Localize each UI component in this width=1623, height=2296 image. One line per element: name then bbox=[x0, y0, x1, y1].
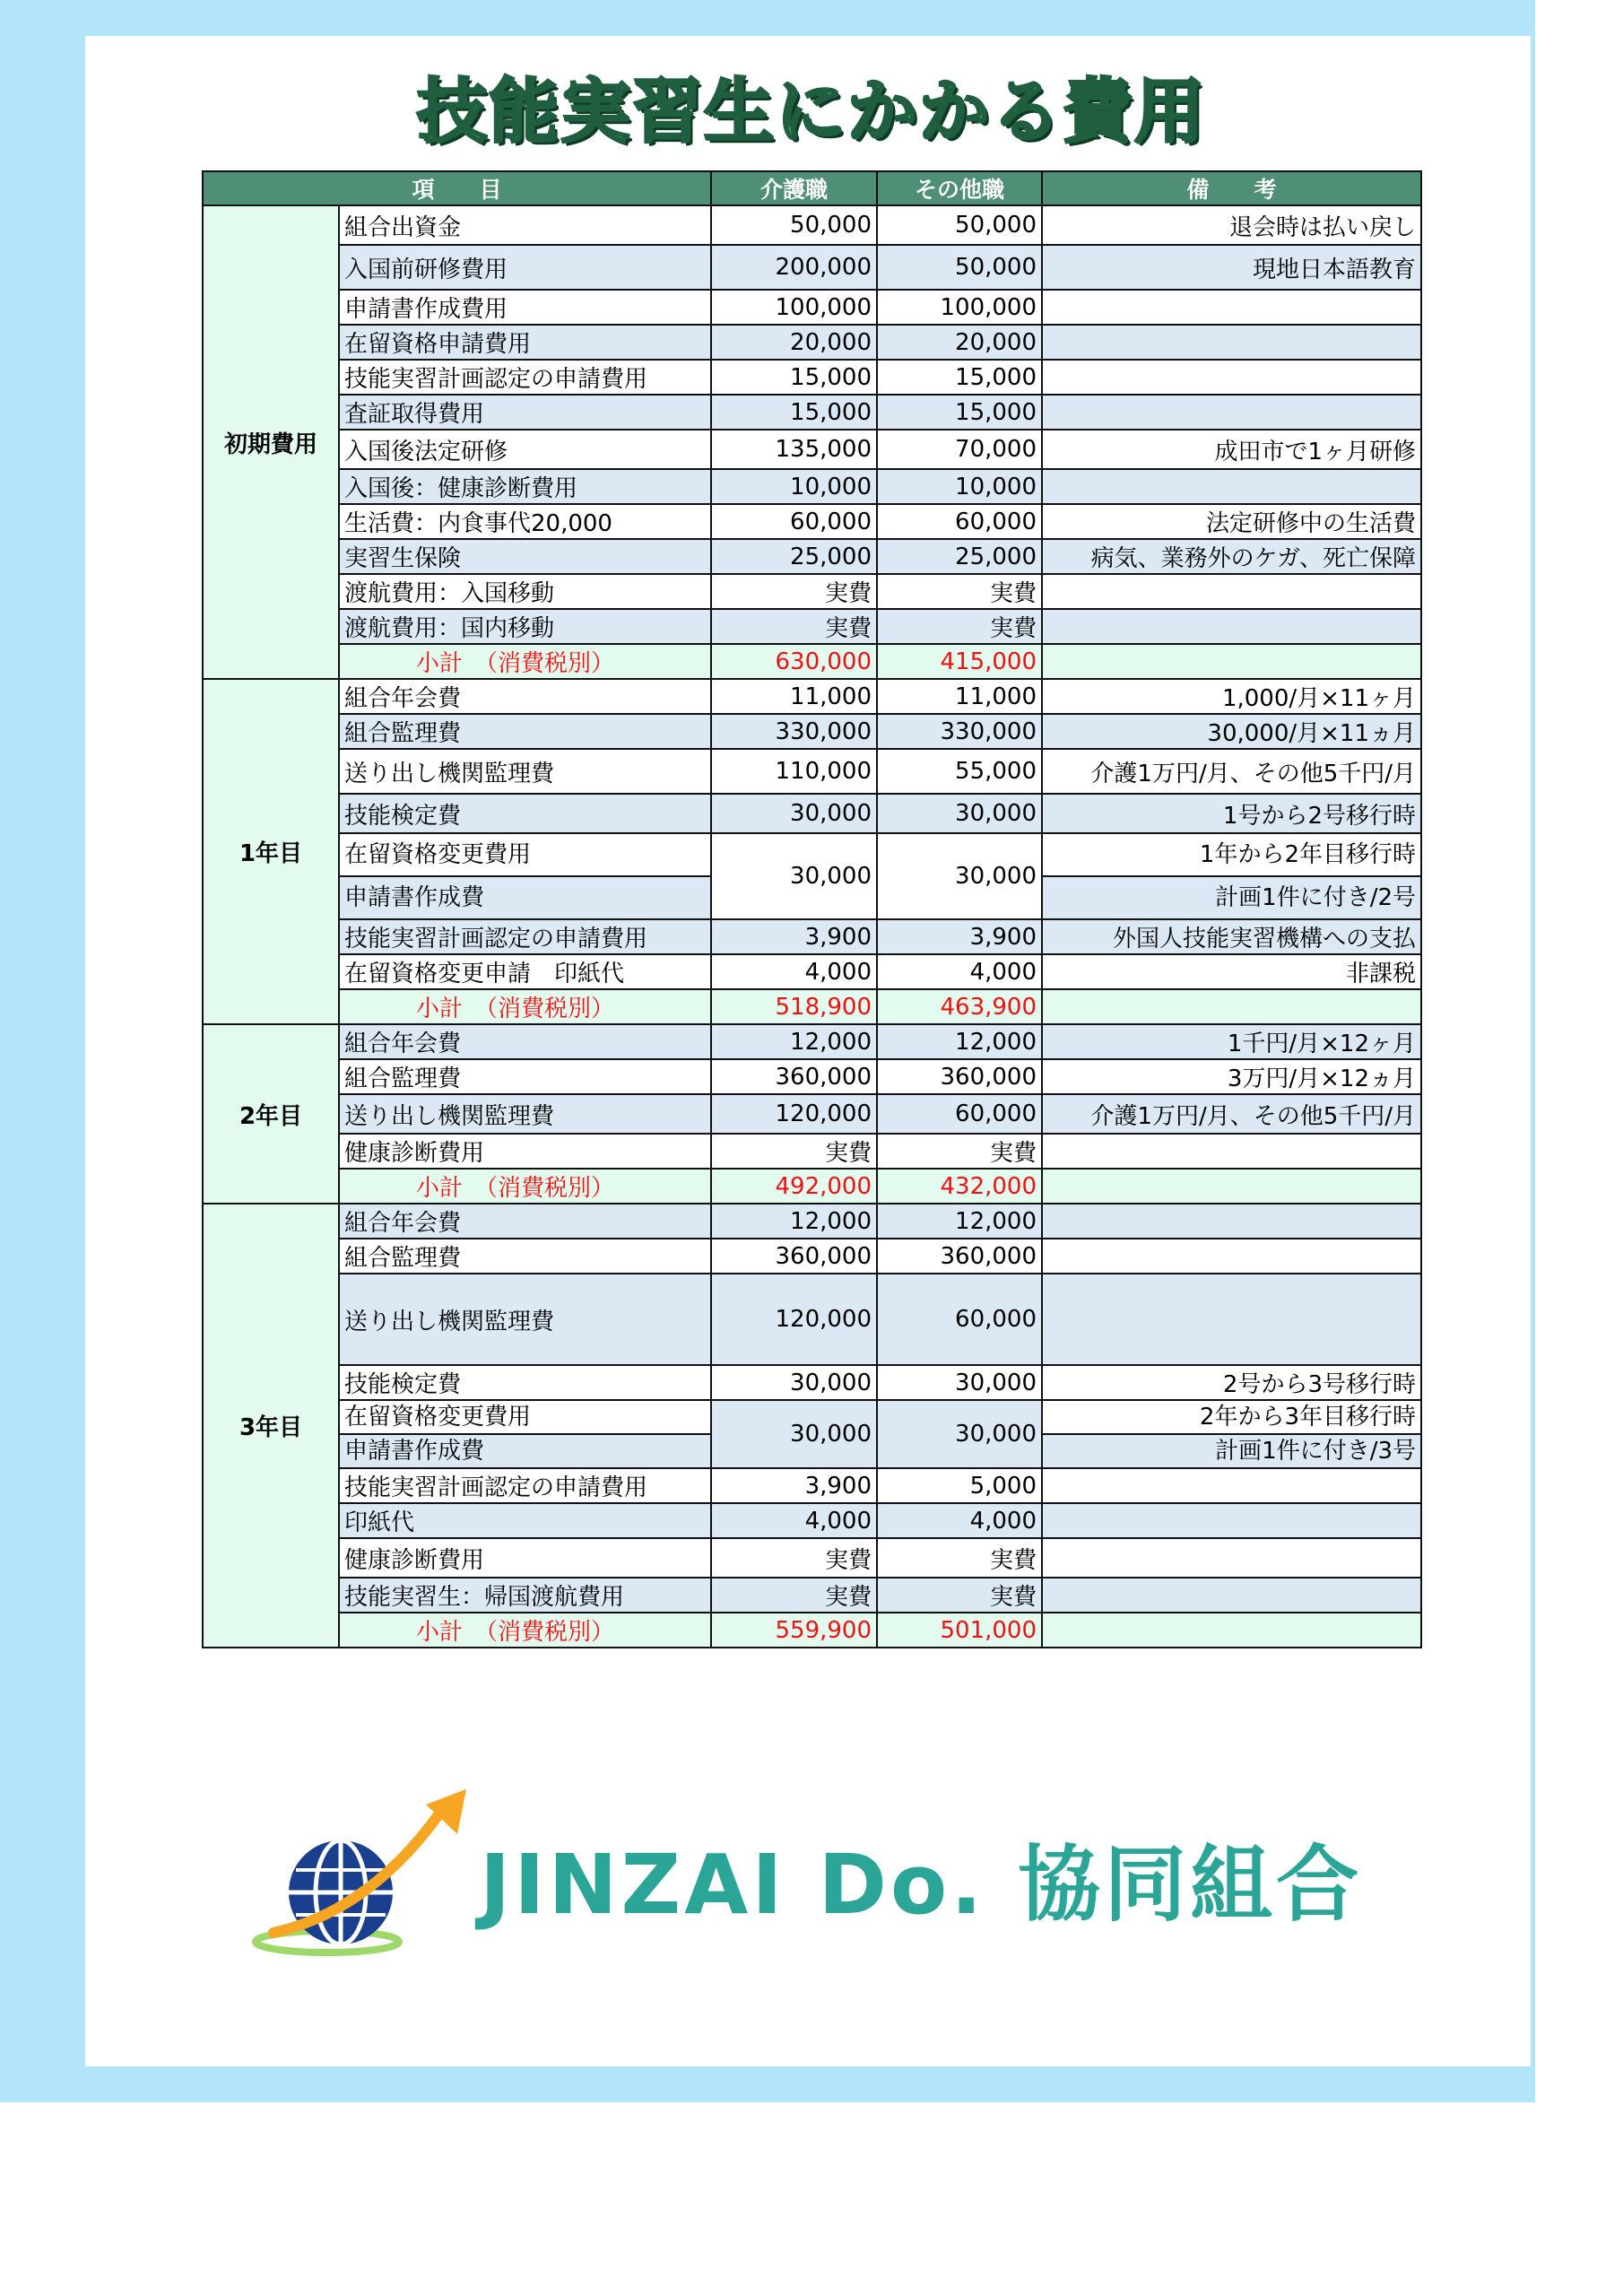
table-row bbox=[203, 1400, 1421, 1468]
table-row bbox=[203, 954, 1421, 989]
table-row bbox=[203, 325, 1421, 360]
item-cell: 申請書作成費用 bbox=[339, 290, 711, 325]
other-value: 実費 bbox=[877, 574, 1042, 609]
caregiver-value: 30,000 bbox=[711, 833, 877, 919]
other-value: 実費 bbox=[877, 1578, 1042, 1613]
table-row bbox=[203, 1365, 1421, 1400]
item-cell: 組合監理費 bbox=[339, 1239, 711, 1274]
globe-arrow-icon bbox=[238, 1785, 489, 1964]
note-cell bbox=[1042, 1204, 1421, 1239]
note-cell bbox=[1042, 574, 1421, 609]
subtotal-note bbox=[1042, 989, 1421, 1024]
note-label-2: 計画1件に付き/3号 bbox=[1043, 1435, 1420, 1467]
item-cell: 入国後：健康診断費用 bbox=[339, 469, 711, 504]
table-row bbox=[203, 794, 1421, 833]
item-cell: 査証取得費用 bbox=[339, 395, 711, 430]
item-cell: 渡航費用：国内移動 bbox=[339, 609, 711, 644]
note-cell: 外国人技能実習機構への支払 bbox=[1042, 919, 1421, 954]
table-header-row bbox=[203, 171, 1421, 205]
subtotal-row bbox=[203, 1613, 1421, 1648]
cost-table bbox=[202, 170, 1422, 1648]
item-cell: 入国前研修費用 bbox=[339, 245, 711, 290]
caregiver-value: 12,000 bbox=[711, 1204, 877, 1239]
logo-text: JINZAI Do. 協同組合 bbox=[480, 1837, 1363, 1933]
table-row bbox=[203, 1538, 1421, 1578]
table-row bbox=[203, 360, 1421, 395]
table-row bbox=[203, 430, 1421, 469]
note-cell: 法定研修中の生活費 bbox=[1042, 504, 1421, 539]
table-row bbox=[203, 1204, 1421, 1239]
table-row bbox=[203, 679, 1421, 714]
other-value: 360,000 bbox=[877, 1059, 1042, 1094]
note-cell bbox=[1042, 1134, 1421, 1169]
item-label-2: 申請書作成費 bbox=[340, 877, 710, 918]
note-cell bbox=[1042, 1503, 1421, 1538]
caregiver-value: 4,000 bbox=[711, 954, 877, 989]
caregiver-value: 100,000 bbox=[711, 290, 877, 325]
table-row bbox=[203, 574, 1421, 609]
caregiver-value: 50,000 bbox=[711, 205, 877, 245]
other-value: 60,000 bbox=[877, 504, 1042, 539]
subtotal-note bbox=[1042, 1613, 1421, 1648]
item-label-2: 申請書作成費 bbox=[340, 1435, 710, 1467]
caregiver-value: 10,000 bbox=[711, 469, 877, 504]
other-value: 30,000 bbox=[877, 833, 1042, 919]
header-other: その他職 bbox=[877, 171, 1042, 205]
other-value: 55,000 bbox=[877, 749, 1042, 794]
table-row bbox=[203, 833, 1421, 919]
note-cell: 退会時は払い戻し bbox=[1042, 205, 1421, 245]
other-value: 実費 bbox=[877, 1134, 1042, 1169]
table-row bbox=[203, 245, 1421, 290]
item-cell: 組合年会費 bbox=[339, 679, 711, 714]
table-row bbox=[203, 919, 1421, 954]
subtotal-label: 小計 （消費税別） bbox=[339, 644, 711, 679]
note-cell: 成田市で1ヶ月研修 bbox=[1042, 430, 1421, 469]
item-cell: 技能実習計画認定の申請費用 bbox=[339, 919, 711, 954]
caregiver-value: 実費 bbox=[711, 1538, 877, 1578]
item-cell: 技能検定費 bbox=[339, 1365, 711, 1400]
table-row bbox=[203, 1578, 1421, 1613]
other-value: 15,000 bbox=[877, 395, 1042, 430]
note-label: 1年から2年目移行時 bbox=[1043, 834, 1420, 877]
other-value: 30,000 bbox=[877, 1365, 1042, 1400]
other-value: 12,000 bbox=[877, 1204, 1042, 1239]
note-cell bbox=[1042, 1239, 1421, 1274]
table-row bbox=[203, 1468, 1421, 1503]
header-caregiver: 介護職 bbox=[711, 171, 877, 205]
caregiver-value: 360,000 bbox=[711, 1239, 877, 1274]
subtotal-caregiver: 518,900 bbox=[711, 989, 877, 1024]
note-cell: 1号から2号移行時 bbox=[1042, 794, 1421, 833]
table-row bbox=[203, 749, 1421, 794]
other-value: 70,000 bbox=[877, 430, 1042, 469]
subtotal-other: 463,900 bbox=[877, 989, 1042, 1024]
caregiver-value: 12,000 bbox=[711, 1024, 877, 1059]
caregiver-value: 20,000 bbox=[711, 325, 877, 360]
item-cell: 送り出し機関監理費 bbox=[339, 1274, 711, 1365]
caregiver-value: 135,000 bbox=[711, 430, 877, 469]
caregiver-value: 330,000 bbox=[711, 714, 877, 749]
item-cell: 生活費：内食事代20,000 bbox=[339, 504, 711, 539]
other-value: 10,000 bbox=[877, 469, 1042, 504]
other-value: 20,000 bbox=[877, 325, 1042, 360]
caregiver-value: 30,000 bbox=[711, 794, 877, 833]
table-row bbox=[203, 1239, 1421, 1274]
category-cell: 2年目 bbox=[203, 1024, 339, 1204]
table-row bbox=[203, 469, 1421, 504]
other-value: 11,000 bbox=[877, 679, 1042, 714]
note-cell bbox=[1042, 609, 1421, 644]
subtotal-row bbox=[203, 1169, 1421, 1204]
subtotal-note bbox=[1042, 1169, 1421, 1204]
category-cell: 3年目 bbox=[203, 1204, 339, 1648]
item-cell: 在留資格申請費用 bbox=[339, 325, 711, 360]
item-cell: 在留資格変更申請 印紙代 bbox=[339, 954, 711, 989]
other-value: 12,000 bbox=[877, 1024, 1042, 1059]
item-cell bbox=[339, 1400, 711, 1468]
subtotal-caregiver: 492,000 bbox=[711, 1169, 877, 1204]
other-value: 360,000 bbox=[877, 1239, 1042, 1274]
other-value: 50,000 bbox=[877, 205, 1042, 245]
category-cell: 初期費用 bbox=[203, 205, 339, 679]
subtotal-caregiver: 559,900 bbox=[711, 1613, 877, 1648]
subtotal-row bbox=[203, 989, 1421, 1024]
other-value: 15,000 bbox=[877, 360, 1042, 395]
item-cell: 組合監理費 bbox=[339, 1059, 711, 1094]
caregiver-value: 200,000 bbox=[711, 245, 877, 290]
item-cell: 送り出し機関監理費 bbox=[339, 749, 711, 794]
subtotal-label: 小計 （消費税別） bbox=[339, 989, 711, 1024]
header-note: 備 考 bbox=[1042, 171, 1421, 205]
caregiver-value: 実費 bbox=[711, 1134, 877, 1169]
caregiver-value: 30,000 bbox=[711, 1400, 877, 1468]
note-cell: 1,000/月×11ヶ月 bbox=[1042, 679, 1421, 714]
note-label: 2年から3年目移行時 bbox=[1043, 1401, 1420, 1435]
item-cell: 組合出資金 bbox=[339, 205, 711, 245]
caregiver-value: 15,000 bbox=[711, 395, 877, 430]
note-cell: 30,000/月×11ヵ月 bbox=[1042, 714, 1421, 749]
item-cell: 技能検定費 bbox=[339, 794, 711, 833]
note-cell: 介護1万円/月、その他5千円/月 bbox=[1042, 1094, 1421, 1134]
caregiver-value: 11,000 bbox=[711, 679, 877, 714]
note-cell bbox=[1042, 1400, 1421, 1468]
note-cell: 現地日本語教育 bbox=[1042, 245, 1421, 290]
subtotal-note bbox=[1042, 644, 1421, 679]
note-cell: 3万円/月×12ヵ月 bbox=[1042, 1059, 1421, 1094]
item-cell: 実習生保険 bbox=[339, 539, 711, 574]
other-value: 4,000 bbox=[877, 954, 1042, 989]
table-row bbox=[203, 395, 1421, 430]
caregiver-value: 実費 bbox=[711, 574, 877, 609]
item-cell: 技能実習生：帰国渡航費用 bbox=[339, 1578, 711, 1613]
note-cell bbox=[1042, 833, 1421, 919]
note-cell: 非課税 bbox=[1042, 954, 1421, 989]
table-row bbox=[203, 1274, 1421, 1365]
category-cell: 1年目 bbox=[203, 679, 339, 1024]
note-cell: 1千円/月×12ヶ月 bbox=[1042, 1024, 1421, 1059]
table-row bbox=[203, 1059, 1421, 1094]
other-value: 50,000 bbox=[877, 245, 1042, 290]
caregiver-value: 実費 bbox=[711, 609, 877, 644]
table-row bbox=[203, 205, 1421, 245]
other-value: 30,000 bbox=[877, 1400, 1042, 1468]
subtotal-label: 小計 （消費税別） bbox=[339, 1613, 711, 1648]
caregiver-value: 120,000 bbox=[711, 1094, 877, 1134]
item-cell: 入国後法定研修 bbox=[339, 430, 711, 469]
item-cell bbox=[339, 833, 711, 919]
table-row bbox=[203, 714, 1421, 749]
other-value: 実費 bbox=[877, 609, 1042, 644]
note-cell bbox=[1042, 469, 1421, 504]
caregiver-value: 30,000 bbox=[711, 1365, 877, 1400]
other-value: 60,000 bbox=[877, 1274, 1042, 1365]
caregiver-value: 4,000 bbox=[711, 1503, 877, 1538]
other-value: 330,000 bbox=[877, 714, 1042, 749]
item-cell: 送り出し機関監理費 bbox=[339, 1094, 711, 1134]
note-cell bbox=[1042, 1274, 1421, 1365]
company-logo bbox=[238, 1785, 1421, 1964]
item-cell: 健康診断費用 bbox=[339, 1538, 711, 1578]
note-cell: 介護1万円/月、その他5千円/月 bbox=[1042, 749, 1421, 794]
note-cell bbox=[1042, 1538, 1421, 1578]
table-row bbox=[203, 1134, 1421, 1169]
page-title: 技能実習生にかかる費用 bbox=[416, 72, 1206, 152]
item-cell: 技能実習計画認定の申請費用 bbox=[339, 1468, 711, 1503]
caregiver-value: 60,000 bbox=[711, 504, 877, 539]
other-value: 5,000 bbox=[877, 1468, 1042, 1503]
item-label: 在留資格変更費用 bbox=[340, 834, 710, 877]
note-cell bbox=[1042, 360, 1421, 395]
cost-table-body bbox=[203, 205, 1421, 1648]
table-row bbox=[203, 504, 1421, 539]
note-cell bbox=[1042, 1578, 1421, 1613]
table-row bbox=[203, 1094, 1421, 1134]
item-cell: 組合監理費 bbox=[339, 714, 711, 749]
caregiver-value: 3,900 bbox=[711, 919, 877, 954]
caregiver-value: 実費 bbox=[711, 1578, 877, 1613]
table-row bbox=[203, 1503, 1421, 1538]
caregiver-value: 3,900 bbox=[711, 1468, 877, 1503]
caregiver-value: 110,000 bbox=[711, 749, 877, 794]
note-cell: 2号から3号移行時 bbox=[1042, 1365, 1421, 1400]
note-cell bbox=[1042, 1468, 1421, 1503]
other-value: 実費 bbox=[877, 1538, 1042, 1578]
subtotal-other: 415,000 bbox=[877, 644, 1042, 679]
note-cell bbox=[1042, 325, 1421, 360]
caregiver-value: 360,000 bbox=[711, 1059, 877, 1094]
caregiver-value: 25,000 bbox=[711, 539, 877, 574]
item-cell: 技能実習計画認定の申請費用 bbox=[339, 360, 711, 395]
other-value: 30,000 bbox=[877, 794, 1042, 833]
note-cell bbox=[1042, 290, 1421, 325]
item-cell: 渡航費用：入国移動 bbox=[339, 574, 711, 609]
header-item: 項 目 bbox=[203, 171, 711, 205]
item-cell: 組合年会費 bbox=[339, 1024, 711, 1059]
other-value: 3,900 bbox=[877, 919, 1042, 954]
other-value: 100,000 bbox=[877, 290, 1042, 325]
table-row bbox=[203, 1024, 1421, 1059]
item-label: 在留資格変更費用 bbox=[340, 1401, 710, 1435]
subtotal-other: 501,000 bbox=[877, 1613, 1042, 1648]
note-cell: 病気、業務外のケガ、死亡保障 bbox=[1042, 539, 1421, 574]
subtotal-label: 小計 （消費税別） bbox=[339, 1169, 711, 1204]
table-row bbox=[203, 539, 1421, 574]
table-row bbox=[203, 290, 1421, 325]
caregiver-value: 120,000 bbox=[711, 1274, 877, 1365]
caregiver-value: 15,000 bbox=[711, 360, 877, 395]
note-label-2: 計画1件に付き/2号 bbox=[1043, 877, 1420, 918]
item-cell: 印紙代 bbox=[339, 1503, 711, 1538]
other-value: 25,000 bbox=[877, 539, 1042, 574]
subtotal-other: 432,000 bbox=[877, 1169, 1042, 1204]
item-cell: 組合年会費 bbox=[339, 1204, 711, 1239]
table-row bbox=[203, 609, 1421, 644]
note-cell bbox=[1042, 395, 1421, 430]
other-value: 60,000 bbox=[877, 1094, 1042, 1134]
subtotal-caregiver: 630,000 bbox=[711, 644, 877, 679]
subtotal-row bbox=[203, 644, 1421, 679]
item-cell: 健康診断費用 bbox=[339, 1134, 711, 1169]
other-value: 4,000 bbox=[877, 1503, 1042, 1538]
